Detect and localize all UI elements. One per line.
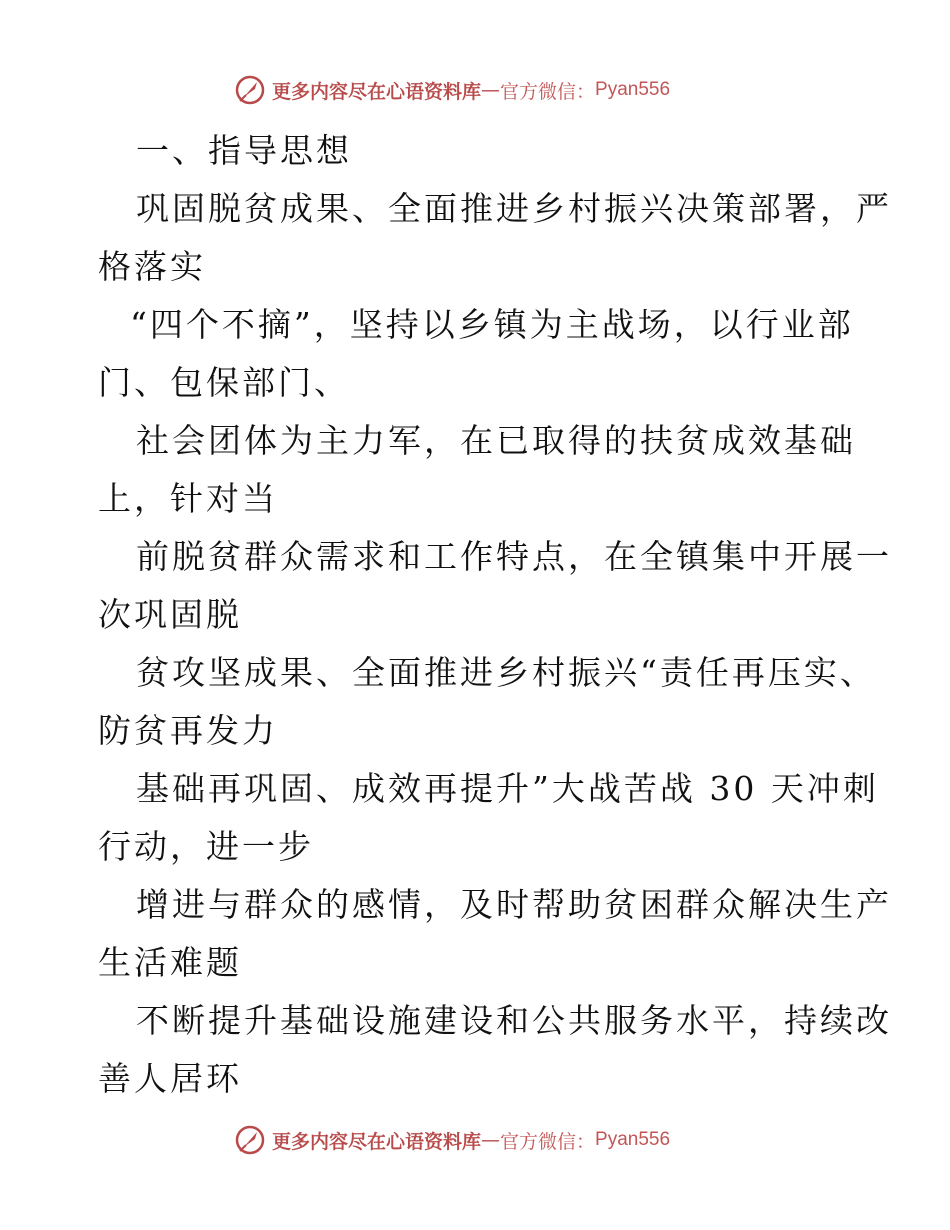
paragraph-line: 增进与群众的感情，及时帮助贫困群众解决生产 xyxy=(136,885,892,924)
paragraph-line: 格落实 xyxy=(98,247,206,286)
paragraph-line: 次巩固脱 xyxy=(98,595,242,634)
paragraph-line: 巩固脱贫成果、全面推进乡村振兴决策部署，严 xyxy=(136,189,892,228)
quill-logo-icon xyxy=(234,74,266,106)
footer-watermark-banner xyxy=(234,1123,754,1157)
paragraph-line: “四个不摘”，坚持以乡镇为主战场，以行业部 xyxy=(130,305,854,344)
paragraph-line: 不断提升基础设施建设和公共服务水平，持续改 xyxy=(136,1001,892,1040)
paragraph-line: 上，针对当 xyxy=(98,479,278,518)
banner-wechat-id: Pyan556 xyxy=(595,79,671,100)
header-watermark-banner xyxy=(234,73,754,107)
paragraph-line: 贫攻坚成果、全面推进乡村振兴“责任再压实、 xyxy=(136,653,876,692)
paragraph-line: 善人居环 xyxy=(98,1059,242,1098)
banner-main-text: 更多内容尽在心语资料库 xyxy=(272,1130,482,1153)
banner-main-text: 更多内容尽在心语资料库 xyxy=(272,80,482,103)
section-heading: 一、指导思想 xyxy=(136,131,352,170)
paragraph-line: 基础再巩固、成效再提升”大战苦战 30 天冲刺 xyxy=(136,769,879,808)
paragraph-line: 防贫再发力 xyxy=(98,711,278,750)
paragraph-line: 生活难题 xyxy=(98,943,242,982)
paragraph-line: 前脱贫群众需求和工作特点，在全镇集中开展一 xyxy=(136,537,892,576)
paragraph-line: 社会团体为主力军，在已取得的扶贫成效基础 xyxy=(136,421,856,460)
banner-dash: — xyxy=(481,79,501,101)
banner-wechat-id: Pyan556 xyxy=(595,1129,671,1150)
banner-wechat-label: 官方微信： xyxy=(500,1130,596,1153)
banner-dash: — xyxy=(481,1129,501,1151)
paragraph-line: 行动，进一步 xyxy=(98,827,314,866)
paragraph-line: 门、包保部门、 xyxy=(98,363,350,402)
document-body xyxy=(98,122,892,1108)
banner-wechat-label: 官方微信： xyxy=(500,80,596,103)
quill-logo-icon xyxy=(234,1124,266,1156)
